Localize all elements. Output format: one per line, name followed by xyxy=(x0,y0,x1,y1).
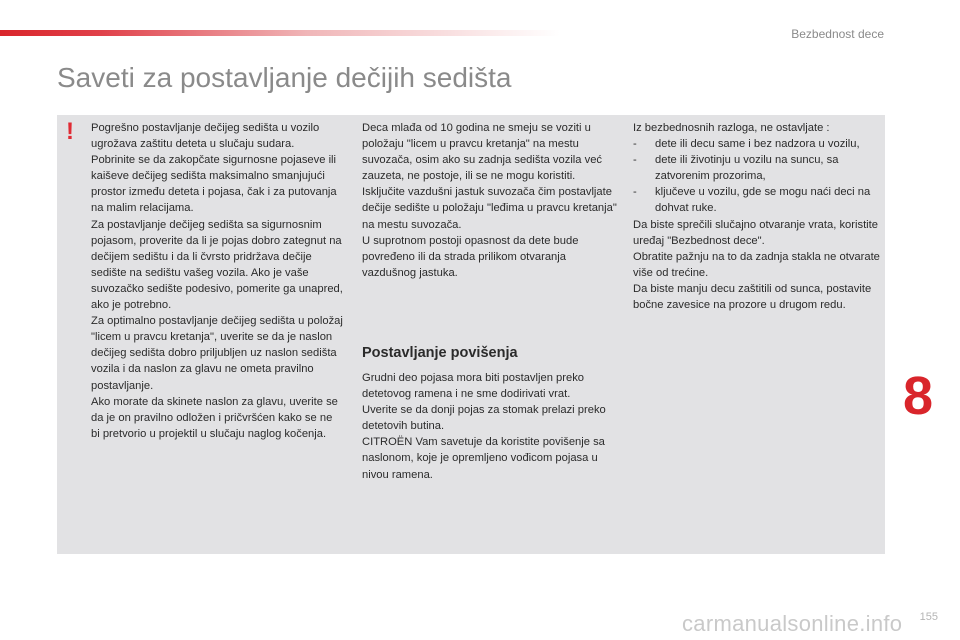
watermark: carmanualsonline.info xyxy=(682,611,903,636)
paragraph: Grudni deo pojasa mora biti postavljen preko detetovog ramena i ne sme dodirivati vrat. xyxy=(362,372,585,401)
warning-icon: ! xyxy=(66,118,74,145)
list-item-text: dete ili decu same i bez nadzora u vozilu, xyxy=(655,138,860,151)
list-item xyxy=(633,152,883,184)
chapter-number: 8 xyxy=(903,366,934,426)
paragraph: Isključite vazdušni jastuk suvozača čim postavljate dečije sedište u položaju "leđima u pravcu kretanja" na mestu suvozača. xyxy=(362,186,617,231)
subheading-booster: Postavljanje povišenja xyxy=(362,345,518,361)
paragraph: Da biste manju decu zaštitili od sunca, postavite bočne zavesice na prozore u drugom redu. xyxy=(633,282,872,312)
header-accent-bar xyxy=(0,30,560,36)
page-title: Saveti za postavljanje dečijih sedišta xyxy=(57,62,512,93)
bullet-marker: - xyxy=(633,186,637,199)
paragraph: Ako morate da skinete naslon za glavu, uverite se da je on pravilno odložen i pričvršćen kako se ne bi pretvorio u projektil u slučaju naglog kočenja. xyxy=(91,395,338,440)
paragraph: Pogrešno postavljanje dečijeg sedišta u vozilo ugrožava zaštitu deteta u slučaju sudara. xyxy=(91,122,320,151)
section-header: Bezbednost dece xyxy=(791,27,884,41)
intro-text: Iz bezbednosnih razloga, ne ostavljate : xyxy=(633,122,830,134)
paragraph: Pobrinite se da zakopčate sigurnosne pojaseve ili kaiševe dečijeg sedišta maksimalno smanjujući prostor između deteta i pojasa, čak i za putovanja na malim relacijama. xyxy=(91,154,337,215)
list-item xyxy=(633,136,883,152)
column-1 xyxy=(91,120,343,442)
list-item xyxy=(633,184,883,216)
column-2-booster xyxy=(362,370,618,483)
paragraph: Da biste sprečili slučajno otvaranje vrata, koristite uređaj "Bezbednost dece". xyxy=(633,218,878,247)
paragraph: Obratite pažnju na to da zadnja stakla ne otvarate više od trećine. xyxy=(633,250,880,279)
bullet-marker: - xyxy=(633,138,637,151)
paragraph: CITROËN Vam savetuje da koristite povišenje sa naslonom, koje je opremljeno vođicom pojasa u nivou ramena. xyxy=(362,436,605,481)
bullet-marker: - xyxy=(633,154,637,167)
page-number: 155 xyxy=(919,611,938,623)
paragraph: U suprotnom postoji opasnost da dete bude povređeno ili da strada prilikom otvaranja vazdušnog jastuka. xyxy=(362,234,579,279)
paragraph: Deca mlađa od 10 godina ne smeju se voziti u položaju "licem u pravcu kretanja" na mestu suvozača, osim ako su zadnja sedišta vozila već zauzeta, ne postoje, ili se ne mogu koristiti. xyxy=(362,122,603,183)
list-item-text: dete ili životinju u vozilu na suncu, sa zatvorenim prozorima, xyxy=(655,154,839,183)
paragraph: Za postavljanje dečijeg sedišta sa sigurnosnim pojasom, proverite da li je pojas dobro zategnut na dečijem sedištu i da li čvrsto pridržava dečije sedište na sedištu vašeg vozila. Ako je vaše suvozačko sedište podesivo, pomerite ga unapred, ako je potrebno. xyxy=(91,218,343,312)
column-2 xyxy=(362,120,618,281)
paragraph: Za optimalno postavljanje dečijeg sedišta u položaj "licem u pravcu kretanja", uverite se da je naslon dečijeg sedišta dobro priljubljen uz naslon sedišta vozila i da naslon za glavu ne ometa pravilno postavljanje. xyxy=(91,315,343,392)
paragraph: Uverite se da donji pojas za stomak prelazi preko detetovih butina. xyxy=(362,404,606,433)
column-3 xyxy=(633,120,883,313)
list-item-text: ključeve u vozilu, gde se mogu naći deci na dohvat ruke. xyxy=(655,186,871,215)
